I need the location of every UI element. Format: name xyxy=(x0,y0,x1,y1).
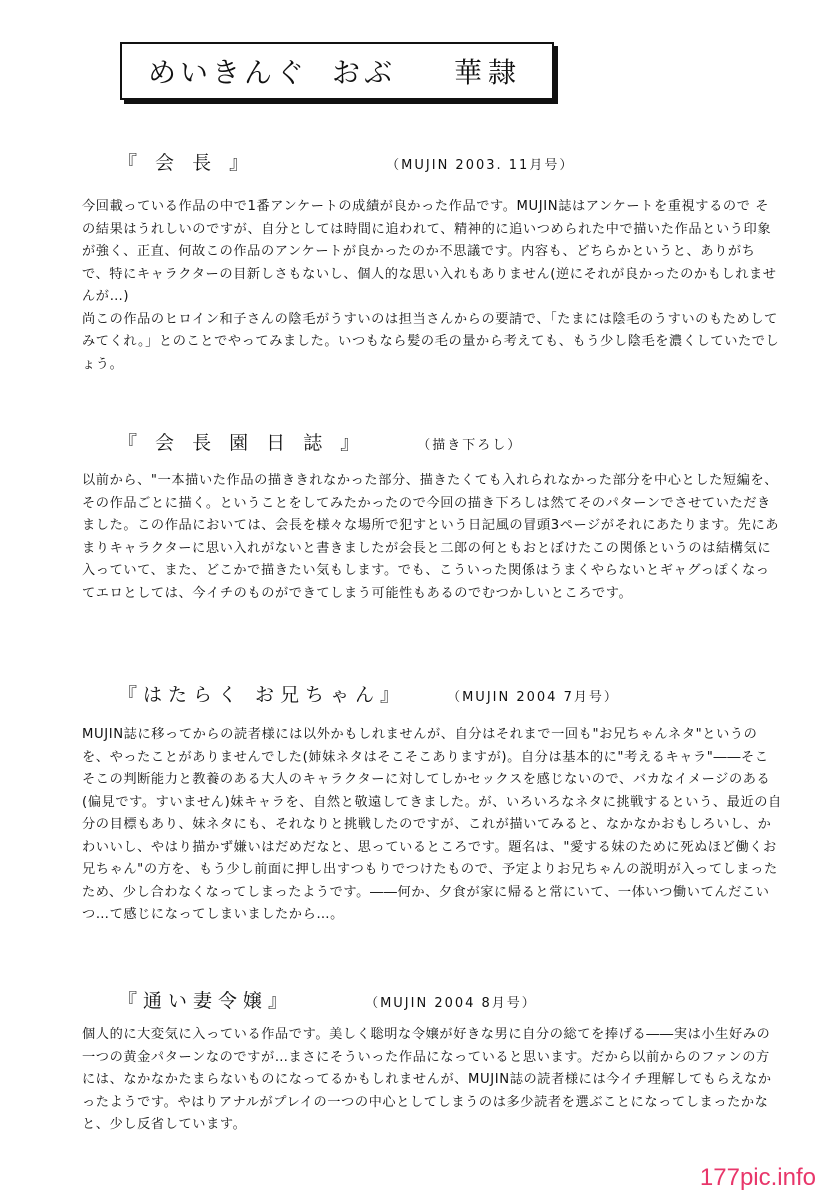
title-box xyxy=(120,42,554,100)
section-heading xyxy=(118,680,619,707)
section-title: 『 会 長 』 xyxy=(118,152,255,174)
section-source: （MUJIN 2003. 11月号） xyxy=(386,158,575,173)
section-title: 『はたらく お兄ちゃん』 xyxy=(118,684,406,706)
section-body: 以前から、"一本描いた作品の描ききれなかった部分、描きたくても入れられなかった部分を中心とした短編を、その作品ごとに描く。ということをしてみたかったので今回の描き下ろしは然てそのパターンでさせていただきました。この作品においては、会長を様々な場所で犯すという日記風の冒頭3ページがそれにあたります。先にあまりキャラクターに思い入れがないと書きましたが会長と二郎の何ともおとぼけたこの関係というのは結構気に入っていて、また、どこかで描きたい気もします。でも、こういった関係はうまくやらないとギャグっぽくなってエロとしては、今イチのものができてしまう可能性もあるのでむつかしいところです。 xyxy=(82,473,780,601)
title-brand: 華隷 xyxy=(454,56,523,89)
section-heading xyxy=(118,428,522,455)
title-mid: おぶ xyxy=(332,56,397,89)
section-body: 個人的に大変気に入っている作品です。美しく聡明な令嬢が好きな男に自分の総てを捧げる――実は小生好みの一つの黄金パターンなのですが…まさにそういった作品になっていると思います。だから以前からのファンの方には、なかなかたまらないものになってるかもしれませんが、MUJIN誌の読者様には今イチ理解してもらえなかったようです。やはりアナルがプレイの一つの中心としてしまうのは多少読者を選ぶことになってしまったかなと、少し反省しています。 xyxy=(82,1027,772,1132)
section-heading xyxy=(118,148,574,175)
section-body: MUJIN誌に移ってからの読者様には以外かもしれませんが、自分はそれまで一回も"お兄ちゃんネタ"というのを、やったことがありませんでした(姉妹ネタはそこそこありますが)。自分は基本的に"考えるキャラ"――そこそこの判断能力と教養のある大人のキャラクターに対してしかセックスを感じないので、バカなイメージのある(偏見です。すいません)妹キャラを、自然と敬遠してきました。が、いろいろなネタに挑戦するという、最近の自分の目標もあり、妹ネタにも、それなりと挑戦したのですが、これが描いてみると、なかなかおもしろいし、かわいいし、やはり描かず嫌いはだめだなと、思っているところです。題名は、"愛する妹のために死ぬほど働くお兄ちゃん"の方を、もう少し前面に押し出すつもりでつけたもので、予定よりお兄ちゃんの説明が入ってしまったため、少し合わなくなってしまったようです。――何か、夕食が家に帰ると常にいて、一体いつ働いてんだこいつ…て感じになってしまいましたから…。 xyxy=(82,727,782,922)
section-source: （MUJIN 2004 7月号） xyxy=(447,690,619,705)
watermark-text: 177pic.info xyxy=(699,1164,816,1191)
section-source: （MUJIN 2004 8月号） xyxy=(365,996,537,1011)
section-title: 『通い妻令嬢』 xyxy=(118,990,294,1012)
section-title: 『 会 長 園 日 誌 』 xyxy=(118,432,366,454)
title-left: めいきんぐ xyxy=(148,56,309,89)
section-source: （描き下ろし） xyxy=(417,438,523,453)
section-heading xyxy=(118,986,537,1013)
section-body: 今回載っている作品の中で1番アンケートの成績が良かった作品です。MUJIN誌はアンケートを重視するので その結果はうれしいのですが、自分としては時間に追われて、精神的に追いつめられた中で描いた作品という印象が強く、正直、何故この作品のアンケートが良かったのか不思議です。内容も、どちらかというと、ありがちで、特にキャラクターの目新しさもないし、個人的な思い入れもありません(逆にそれが良かったのかもしれませんが…) 尚この作品のヒロイン和子さんの陰毛がうすいのは担当さんからの要請で、「たまには陰毛のうすいのもためしてみてくれ。」とのことでやってみました。いつもなら髪の毛の量から考えても、もう少し陰毛を濃くしていたでしょう。 xyxy=(82,199,780,372)
